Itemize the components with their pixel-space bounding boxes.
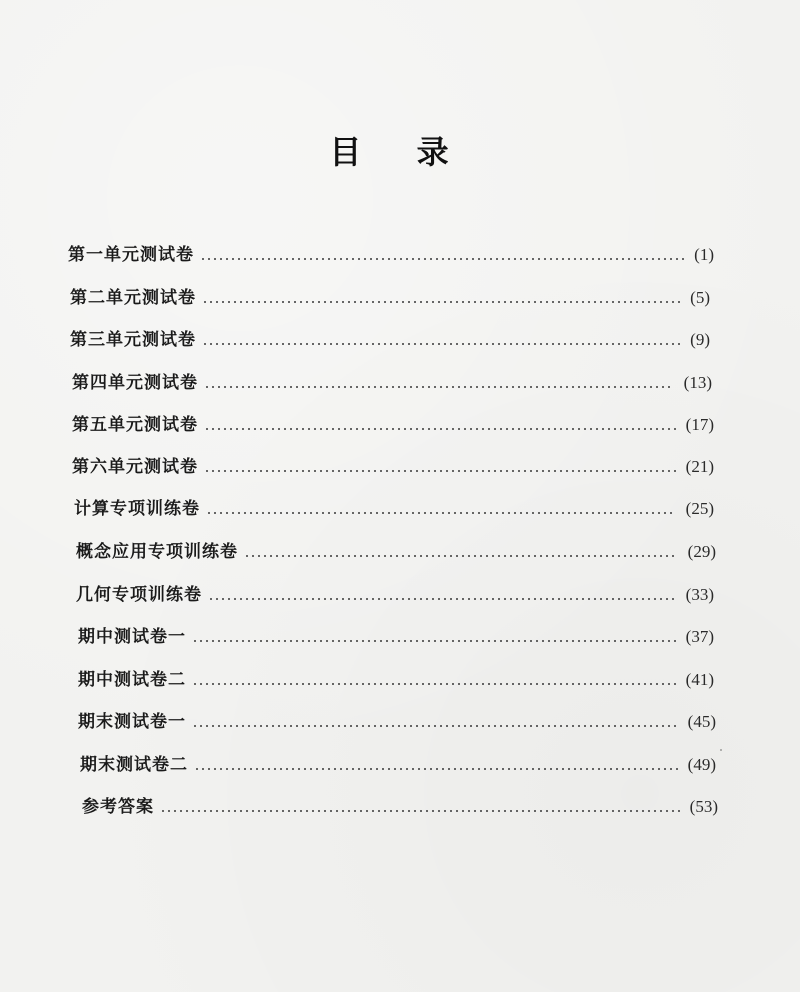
toc-entry xyxy=(70,283,710,313)
toc-entry-label: 第二单元测试卷 xyxy=(70,288,196,308)
toc-entry-page: (37) xyxy=(685,627,714,646)
toc-leader-dots xyxy=(204,470,676,472)
toc-leader-dots xyxy=(194,768,678,770)
toc-entry-page: (45) xyxy=(687,712,716,731)
toc-entry-label: 第一单元测试卷 xyxy=(68,245,194,265)
toc-entry-label: 概念应用专项训练卷 xyxy=(76,542,238,562)
toc-leader-dots xyxy=(208,598,676,600)
toc-entry-label: 期中测试卷一 xyxy=(78,627,186,647)
toc-entry xyxy=(78,707,716,737)
toc-entry-page: (1) xyxy=(694,245,714,264)
toc-entry-label: 第四单元测试卷 xyxy=(72,373,198,393)
toc-leader-dots xyxy=(160,810,680,812)
toc-entry xyxy=(82,792,718,822)
toc-entry xyxy=(76,580,714,610)
toc-entry-page: (41) xyxy=(685,670,714,689)
toc-leader-dots xyxy=(206,512,676,514)
toc-leader-dots xyxy=(202,343,680,345)
toc-entry xyxy=(76,537,716,567)
toc-entry-page: (33) xyxy=(685,585,714,604)
toc-entry xyxy=(68,240,714,270)
toc-entry-page: (13) xyxy=(683,373,712,392)
toc-leader-dots xyxy=(204,428,676,430)
toc-entry-page: (25) xyxy=(685,499,714,518)
toc-entry-label: 第三单元测试卷 xyxy=(70,330,196,350)
toc-entry-label: 第五单元测试卷 xyxy=(72,415,198,435)
toc-leader-dots xyxy=(244,555,678,557)
toc-entry-page: (21) xyxy=(685,457,714,476)
toc-entry-label: 第六单元测试卷 xyxy=(72,457,198,477)
toc-entry xyxy=(72,452,714,482)
page-title: 目 录 xyxy=(329,133,471,171)
toc-entry xyxy=(72,368,712,398)
toc-entry-label: 参考答案 xyxy=(82,797,154,817)
toc-entry xyxy=(70,325,710,355)
toc-entry-label: 几何专项训练卷 xyxy=(76,585,202,605)
toc-entry-label: 期末测试卷一 xyxy=(78,712,186,732)
toc-entry-label: 计算专项训练卷 xyxy=(74,499,200,519)
toc-entry xyxy=(78,665,714,695)
paper-speck xyxy=(720,749,722,751)
toc-entry xyxy=(72,410,714,440)
toc-entry xyxy=(80,750,716,780)
toc-leader-dots xyxy=(204,386,674,388)
toc-leader-dots xyxy=(202,301,680,303)
toc-leader-dots xyxy=(192,725,678,727)
toc-leader-dots xyxy=(192,640,676,642)
toc-leader-dots xyxy=(200,258,684,260)
toc-entry-page: (49) xyxy=(687,755,716,774)
toc-entry-page: (17) xyxy=(685,415,714,434)
toc-entry-page: (29) xyxy=(687,542,716,561)
toc-entry-label: 期中测试卷二 xyxy=(78,670,186,690)
toc-entry-page: (9) xyxy=(690,330,710,349)
toc-leader-dots xyxy=(192,683,676,685)
toc-entry-page: (5) xyxy=(690,288,710,307)
toc-entry-label: 期末测试卷二 xyxy=(80,755,188,775)
toc-entry-page: (53) xyxy=(689,797,718,816)
toc-entry xyxy=(74,494,714,524)
toc-entry xyxy=(78,622,714,652)
